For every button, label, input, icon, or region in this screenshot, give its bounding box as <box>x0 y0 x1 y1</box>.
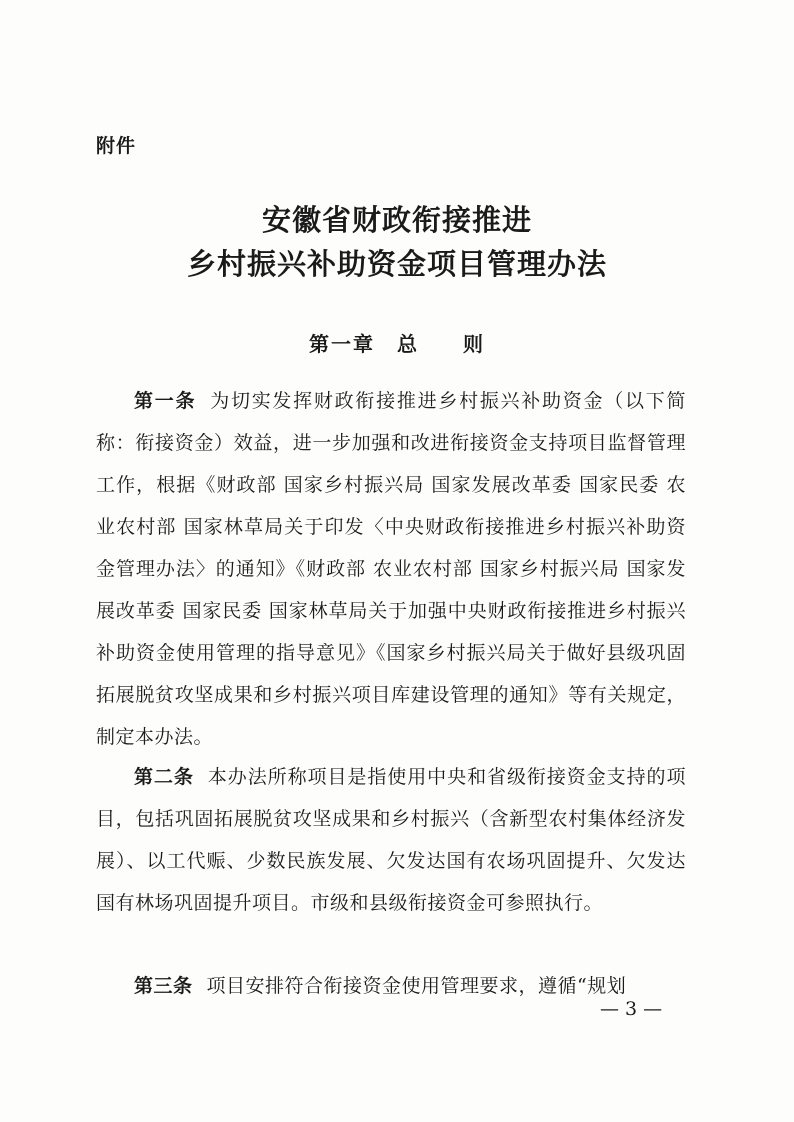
attachment-label: 附件 <box>96 135 137 157</box>
article-3-text: 项目安排符合衔接资金使用管理要求，遵循“规划 <box>206 975 627 997</box>
article-2 <box>96 756 686 924</box>
article-1 <box>96 380 686 758</box>
document-title-line-1: 安徽省财政衔接推进 <box>261 203 532 237</box>
article-2-text: 本办法所称项目是指使用中央和省级衔接资金支持的项目，包括巩固拓展脱贫攻坚成果和乡村振兴（含新型农村集体经济发展）、以工代赈、少数民族发展、欠发达国有农场巩固提升、欠发达国有林场巩固提升项目。市级和县级衔接资金可参照执行。 <box>96 766 686 914</box>
article-2-heading: 第二条 <box>134 766 194 788</box>
page-number: — 3 — <box>600 998 663 1020</box>
article-1-text: 为切实发挥财政衔接推进乡村振兴补助资金（以下简称：衔接资金）效益，进一步加强和改进衔接资金支持项目监督管理工作，根据《财政部 国家乡村振兴局 国家发展改革委 国家民委 农业农村部 国家林草局关于印发〈中央财政衔接推进乡村振兴补助资金管理办法〉的通知》《财政部 农业农村部 国家乡村振兴局 国家发展改革委 国家民委 国家林草局关于加强中央财政衔接推进乡村振兴补助资金使用管理的指导意见》《国家乡村振兴局关于做好县级巩固拓展脱贫攻坚成果和乡村振兴项目库建设管理的通知》等有关规定，制定本办法。 <box>96 390 686 748</box>
chapter-heading: 第一章 总 则 <box>309 332 485 356</box>
document-title-line-2: 乡村振兴补助资金项目管理办法 <box>186 247 607 281</box>
article-3 <box>96 965 686 1007</box>
article-3-heading: 第三条 <box>134 975 193 997</box>
article-1-heading: 第一条 <box>134 390 197 412</box>
